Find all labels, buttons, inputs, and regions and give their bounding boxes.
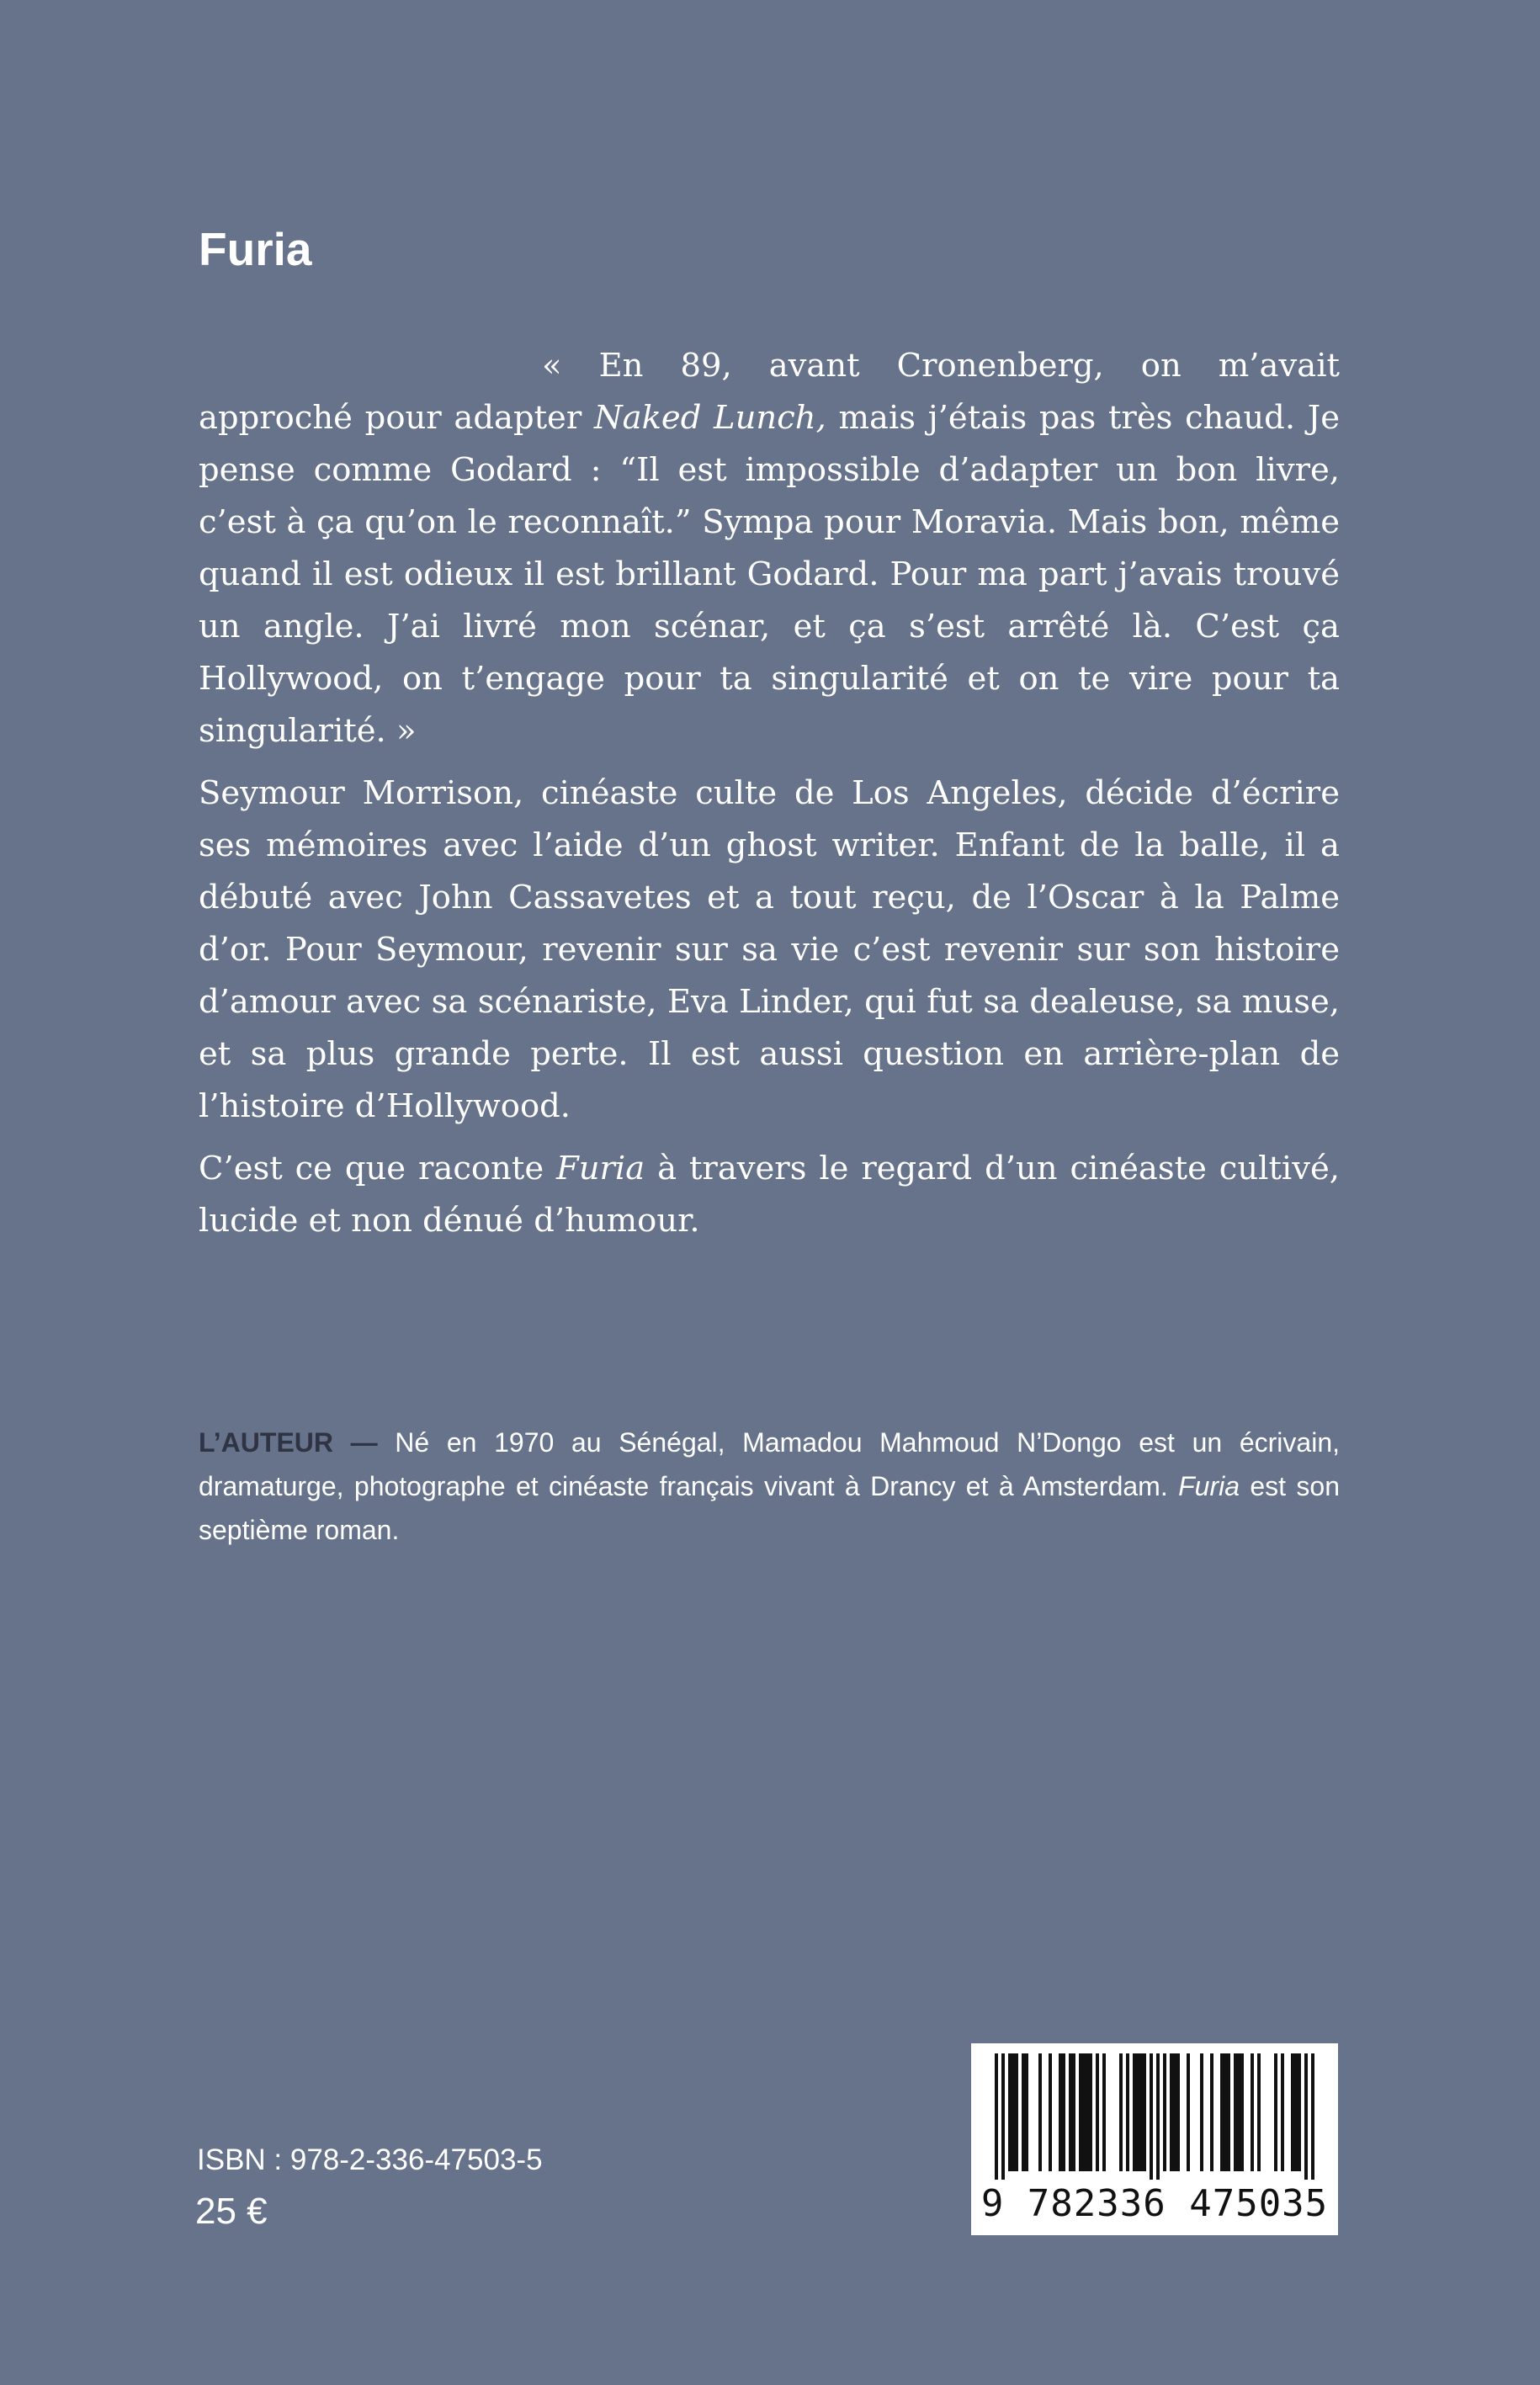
author-bio-book-title: Furia: [1178, 1471, 1240, 1501]
barcode-bar: [1274, 2053, 1277, 2171]
barcode-bar: [1311, 2053, 1314, 2180]
barcode-bar: [1119, 2053, 1123, 2171]
author-dash: —: [350, 1427, 378, 1458]
author-bio: [199, 1421, 1340, 1552]
barcode-bar: [1234, 2053, 1244, 2171]
barcode-bar: [1126, 2053, 1129, 2171]
barcode-bar: [1038, 2053, 1042, 2171]
quote-book-title: Naked Lunch,: [593, 399, 826, 437]
barcode-digits: 9 782336 475035: [980, 2182, 1329, 2225]
author-bio-end: est son septième roman.: [199, 1471, 1341, 1545]
barcode-bar: [1291, 2053, 1301, 2171]
blurb-summary: Seymour Morrison, cinéaste culte de Los Angeles, décide d’écrire ses mémoires avec l’aide d’un ghost writer. Enfant de la balle, il a débuté avec John Cassavetes et a tout reçu, de l’Oscar à la Palme d’or. Pour Seymour, revenir sur sa vie c’est revenir sur son histoire d’amour avec sa scénariste, Eva Linder, qui fut sa dealeuse, sa muse, et sa plus grande perte. Il est aussi question en arrière-plan de l’histoire d’Hollywood.: [199, 774, 1340, 1125]
isbn: ISBN : 978-2-336-47503-5: [197, 2143, 543, 2176]
price: 25 €: [195, 2191, 268, 2232]
barcode-bar: [995, 2053, 998, 2180]
closing-text-end: à travers le regard d’un cinéaste cultivé, lucide et non dénué d’humour.: [199, 1150, 1340, 1240]
blurb-quote: [199, 340, 1340, 757]
barcode-bar: [1156, 2053, 1160, 2180]
author-label: L’AUTEUR: [199, 1427, 333, 1458]
barcode-bar: [1163, 2053, 1166, 2171]
barcode-bar: [1102, 2053, 1106, 2171]
barcode-bar: [1187, 2053, 1190, 2171]
barcode-bar: [1170, 2053, 1180, 2171]
barcode: [971, 2043, 1338, 2235]
barcode-bar: [1150, 2053, 1153, 2180]
quote-text-end: mais j’étais pas très chaud. Je pense comme Godard : “Il est impossible d’adapter un bon livre, c’est à ça qu’on le reconnaît.” Sympa pour Moravia. Mais bon, même quand il est odieux il est brillant Godard. Pour ma part j’avais trouvé un angle. J’ai livré mon scénar, et ça s’est arrêté là. C’est ça Hollywood, on t’engage pour ta singularité et on te vire pour ta singularité. »: [199, 399, 1340, 750]
barcode-bar: [1251, 2053, 1254, 2171]
barcode-bar: [1059, 2053, 1065, 2171]
book-title: Furia: [199, 223, 312, 275]
barcode-bar: [1008, 2053, 1018, 2171]
barcode-bar: [1069, 2053, 1075, 2171]
closing-book-title: Furia: [556, 1150, 645, 1187]
barcode-bar: [1200, 2053, 1203, 2171]
barcode-bar: [1133, 2053, 1146, 2171]
quote-text-start: « En 89, avant Cronenberg, on m’avait approché pour adapter: [199, 347, 1340, 437]
barcode-bar: [1022, 2053, 1028, 2171]
barcode-bar: [1079, 2053, 1092, 2171]
barcode-bar: [1001, 2053, 1005, 2180]
barcode-bars: [983, 2053, 1326, 2180]
barcode-bar: [1257, 2053, 1261, 2171]
blurb-closing: [199, 1143, 1340, 1247]
closing-text-start: C’est ce que raconte: [199, 1150, 557, 1187]
barcode-bar: [1304, 2053, 1308, 2180]
barcode-bar: [1281, 2053, 1284, 2171]
barcode-bar: [1096, 2053, 1099, 2171]
blurb: [199, 340, 1340, 1257]
barcode-bar: [1049, 2053, 1052, 2171]
barcode-bar: [1220, 2053, 1230, 2171]
barcode-bar: [1210, 2053, 1213, 2171]
author-bio-start: Né en 1970 au Sénégal, Mamadou Mahmoud N’Dongo est un écrivain, dramaturge, photographe et cinéaste français vivant à Drancy et à Amsterdam.: [199, 1427, 1341, 1501]
